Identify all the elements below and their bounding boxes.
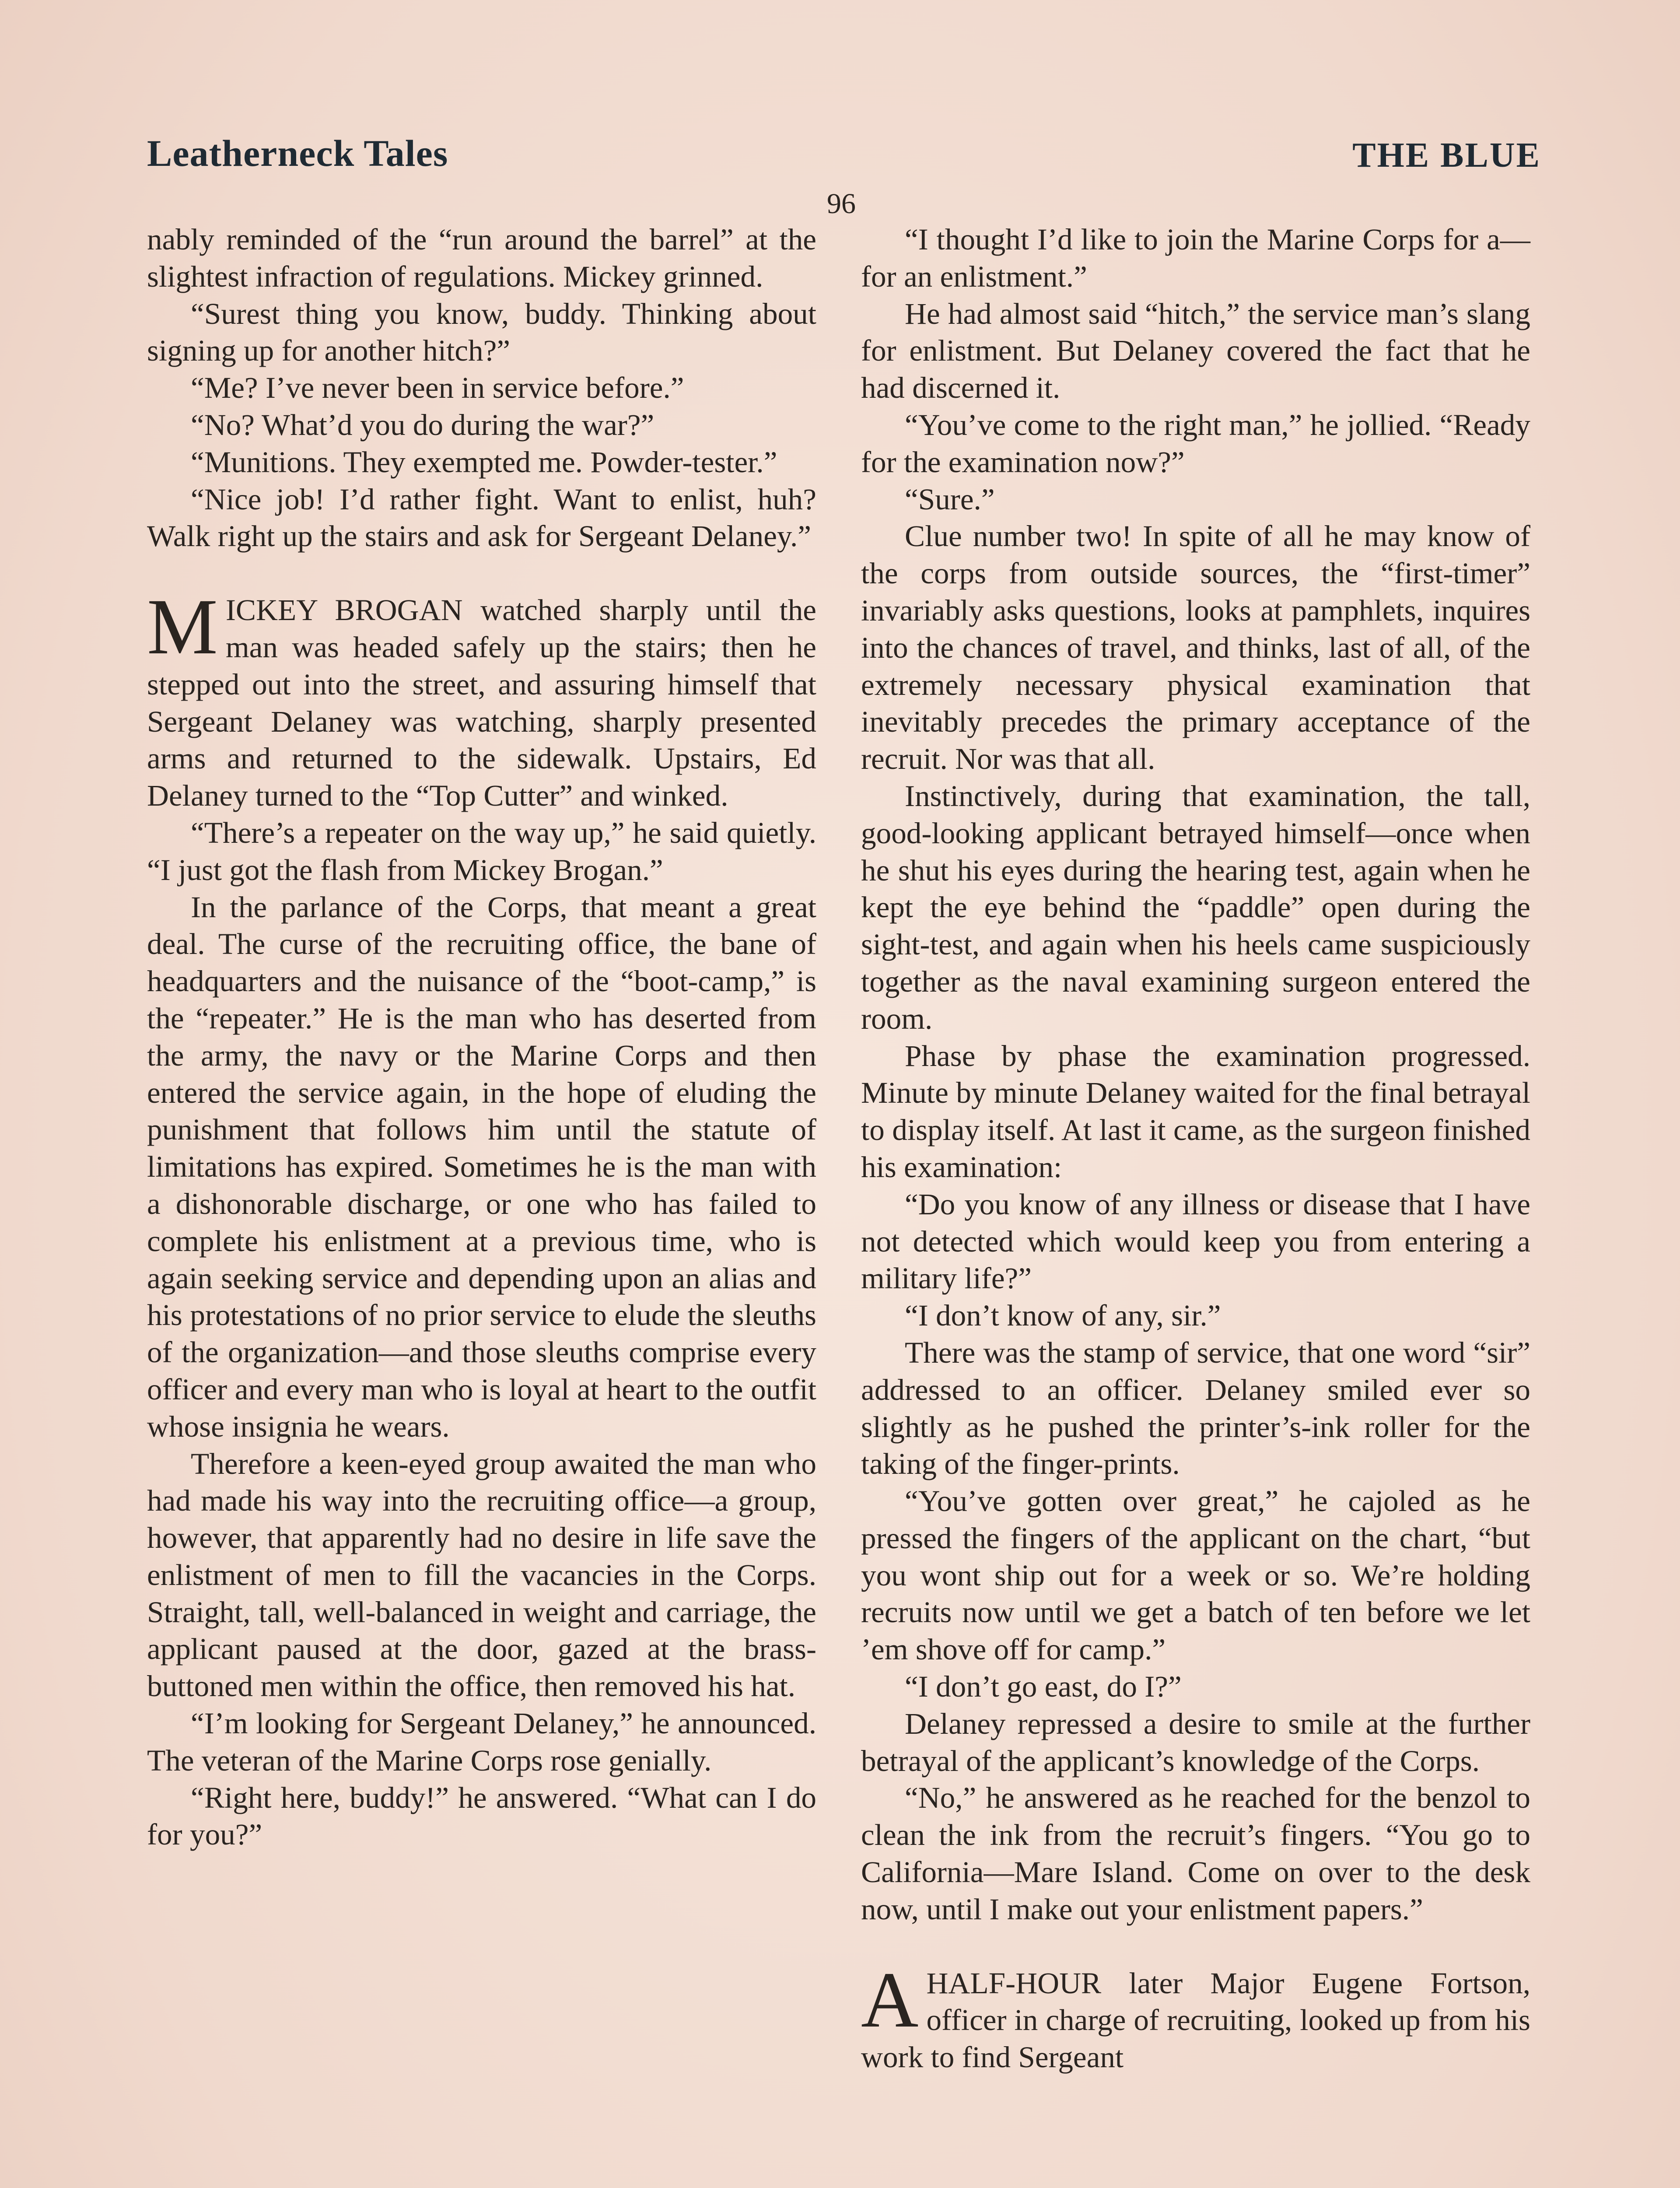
paragraph: “No? What’d you do during the war?” [191,407,654,442]
paragraph: Clue number two! In spite of all he may know of the corps from outside sources, the “first-timer” invariably asks questions, looks at pamphlets, inquires into the chances of travel, and thinks, last of all, of the extremely necessary physical examination that inevitably precedes the primary acceptance of the recruit. Nor was that all. [861,519,1530,776]
magazine-title: THE BLUE [1352,136,1541,175]
drop-cap: M [147,583,218,671]
paragraph: nably reminded of the “run around the barrel” at the slightest infraction of regulations. Mickey grinned. [147,222,816,293]
paragraph: “I don’t know of any, sir.” [905,1298,1221,1332]
drop-cap: A [861,1956,919,2044]
section-text: ICKEY BROGAN watched sharply until the man was headed safely up the stairs; then he stepped out into the street, and assuring himself that Sergeant Delaney was watching, sharply presented arms and returned to the sidewalk. Upstairs, Ed Delaney turned to the “Top Cutter” and winked. [147,593,816,813]
right-column [861,221,1530,2076]
paragraph: “You’ve gotten over great,” he cajoled as he pressed the fingers of the applicant on the chart, “but you wont ship out for a week or so. We’re holding recruits now until we get a batch of ten before we let ’em shove off for camp.” [861,1484,1530,1666]
paragraph: “Me? I’ve never been in service before.” [191,371,684,405]
paragraph: “Do you know of any illness or disease that I have not detected which would keep you from entering a military life?” [861,1187,1530,1295]
paragraph: “I’m looking for Sergeant Delaney,” he announced. The veteran of the Marine Corps rose genially. [147,1706,816,1777]
paragraph: Delaney repressed a desire to smile at the further betrayal of the applicant’s knowledge of the Corps. [861,1706,1530,1778]
section-text: HALF-HOUR later Major Eugene Fortson, officer in charge of recruiting, looked up from his work to find Sergeant [861,1966,1530,2074]
paragraph: “There’s a repeater on the way up,” he said quietly. “I just got the flash from Mickey Brogan.” [147,815,816,887]
paragraph: “You’ve come to the right man,” he jollied. “Ready for the examination now?” [861,407,1530,479]
page-number: 96 [827,188,856,220]
paragraph: “I don’t go east, do I?” [905,1669,1182,1704]
paragraph: “Munitions. They exempted me. Powder-tester.” [191,445,777,479]
paragraph: “Nice job! I’d rather fight. Want to enlist, huh? Walk right up the stairs and ask for Sergeant Delaney.” [147,482,816,553]
section-start-paragraph [147,583,816,814]
paragraph: “Right here, buddy!” he answered. “What can I do for you?” [147,1780,816,1851]
paragraph: “I thought I’d like to join the Marine Corps for a—for an enlistment.” [861,222,1530,293]
paragraph: Instinctively, during that examination, the tall, good-looking applicant betrayed himself—once when he shut his eyes during the hearing test, again when he kept the eye behind the “paddle” open during the sight-test, and again when his heels came suspiciously together as the naval examining surgeon entered the room. [861,778,1530,1035]
left-column [147,221,816,1853]
paragraph: “No,” he answered as he reached for the benzol to clean the ink from the recruit’s fingers. “You go to California—Mare Island. Come on over to the desk now, until I make out your enlistment papers.” [861,1781,1530,1926]
paragraph: “Surest thing you know, buddy. Thinking about signing up for another hitch?” [147,296,816,368]
paragraph: Therefore a keen-eyed group awaited the man who had made his way into the recruiting office—a group, however, that apparently had no desire in life save the enlistment of men to fill the vacancies in the Corps. Straight, tall, well-balanced in weight and carriage, the applicant paused at the door, gazed at the brass-buttoned men within the office, then removed his hat. [147,1446,816,1703]
paragraph: “Sure.” [905,482,995,516]
paragraph: Phase by phase the examination progressed. Minute by minute Delaney waited for the final betrayal to display itself. At last it came, as the surgeon finished his examination: [861,1038,1530,1184]
section-start-paragraph [861,1956,1530,2076]
running-title: Leatherneck Tales [147,132,448,174]
paragraph: There was the stamp of service, that one word “sir” addressed to an officer. Delaney smiled ever so slightly as he pushed the printer’s-ink roller for the taking of the finger-prints. [861,1335,1530,1481]
paragraph: In the parlance of the Corps, that meant a great deal. The curse of the recruiting office, the bane of headquarters and the nuisance of the “boot-camp,” is the “repeater.” He is the man who has deserted from the army, the navy or the Marine Corps and then entered the service again, in the hope of eluding the punishment that follows him until the statute of limitations has expired. Sometimes he is the man with a dishonorable discharge, or one who has failed to complete his enlistment at a previous time, who is again seeking service and depending upon an alias and his protestations of no prior service to elude the sleuths of the organization—and those sleuths comprise every officer and every man who is loyal at heart to the outfit whose insignia he wears. [147,890,816,1443]
paragraph: He had almost said “hitch,” the service man’s slang for enlistment. But Delaney covered the fact that he had discerned it. [861,296,1530,405]
